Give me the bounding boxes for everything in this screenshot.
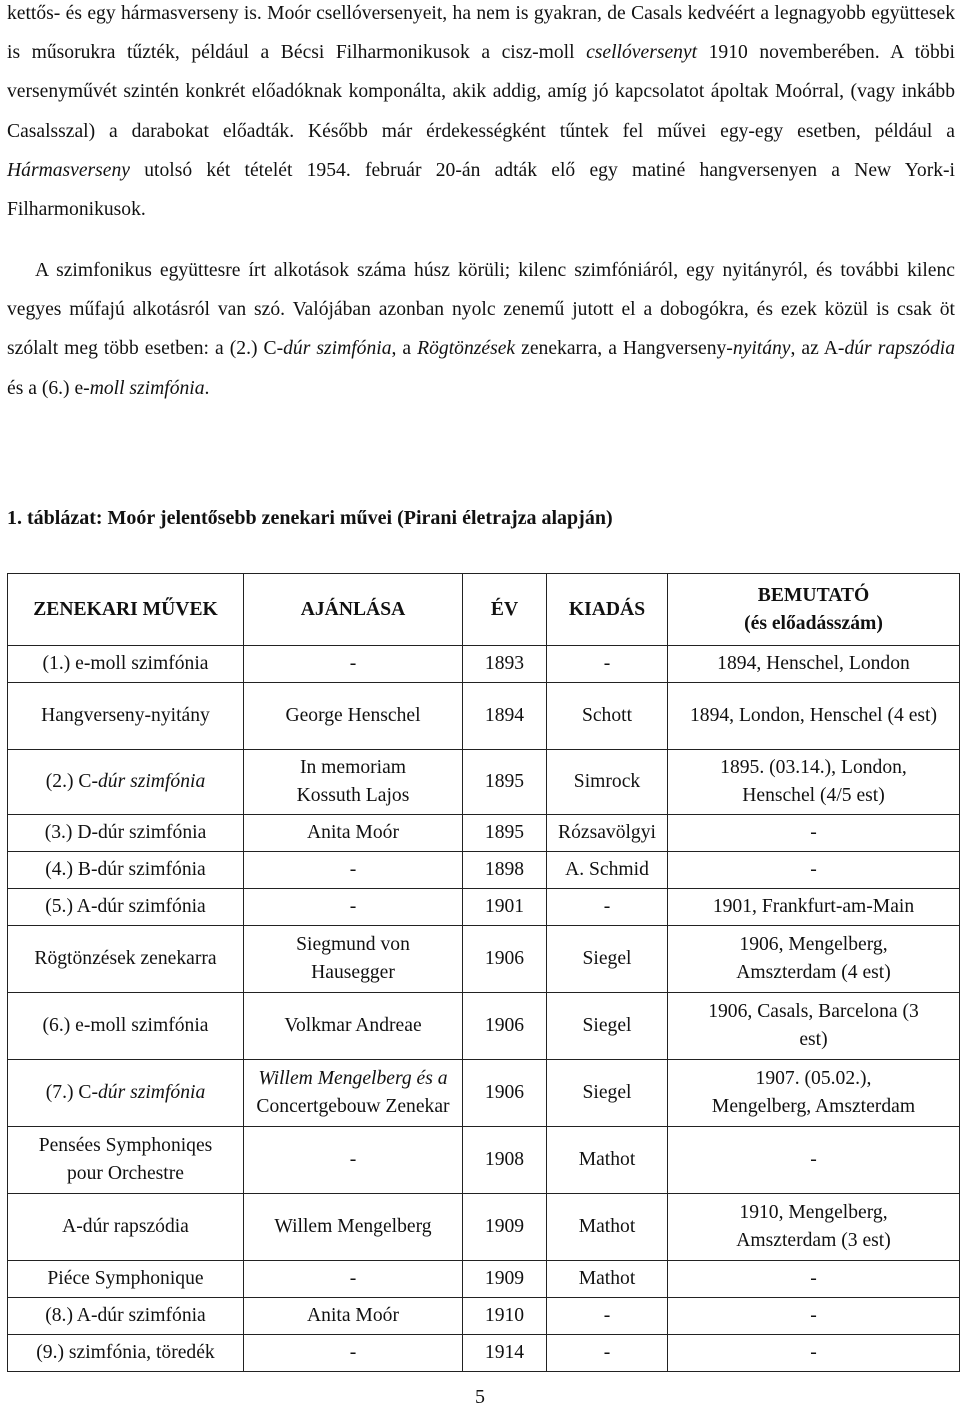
header-works: ZENEKARI MŰVEK [8, 574, 244, 646]
cell-premiere: - [668, 1261, 960, 1298]
cell-work: (3.) D-dúr szimfónia [8, 815, 244, 852]
cell-premiere: 1901, Frankfurt-am-Main [668, 889, 960, 926]
cell-premiere-line1: 1907. (05.02.), [755, 1068, 872, 1089]
cell-premiere [668, 1194, 960, 1261]
cell-premiere: - [668, 1127, 960, 1194]
cell-premiere: 1894, London, Henschel (4 est) [668, 683, 960, 750]
text-run-italic: Rögtönzések [417, 338, 516, 360]
cell-year: 1914 [463, 1335, 547, 1372]
text-run-italic: moll szimfónia [89, 377, 205, 399]
cell-premiere-line2: Mengelberg, Amszterdam [711, 1096, 916, 1117]
text-run: A szimfonikus együttesre írt alkotások száma húsz körüli; kilenc szimfóniáról, egy nyitányról, és további kilenc vegyes műfajú alkotásról van szó. Valójában azonban nyolc zenemű jutott el a dobogókra, és ezek közül is csak öt szólalt meg több esetben: a (2.) C- [7, 260, 955, 360]
text-run: és a (6.) e- [7, 377, 90, 399]
cell-dedication: George Henschel [244, 683, 463, 750]
cell-year: 1910 [463, 1298, 547, 1335]
cell-dedication: - [244, 1127, 463, 1194]
header-year: ÉV [463, 574, 547, 646]
table-row [8, 852, 960, 889]
table-row [8, 1298, 960, 1335]
cell-publisher: Mathot [547, 1194, 668, 1261]
cell-year: 1906 [463, 993, 547, 1060]
header-publisher: KIADÁS [547, 574, 668, 646]
cell-year: 1901 [463, 889, 547, 926]
cell-work: (9.) szimfónia, töredék [8, 1335, 244, 1372]
text-run: zenekarra, a Hangverseny- [515, 338, 733, 360]
cell-dedication-line2: Hausegger [311, 962, 395, 983]
cell-dedication: - [244, 646, 463, 683]
cell-year: 1894 [463, 683, 547, 750]
text-run-italic: csellóversenyt [586, 42, 698, 64]
cell-publisher: Rózsavölgyi [547, 815, 668, 852]
cell-year: 1898 [463, 852, 547, 889]
cell-premiere-line2: Amszterdam (4 est) [736, 962, 891, 983]
cell-work: (6.) e-moll szimfónia [8, 993, 244, 1060]
cell-work: (4.) B-dúr szimfónia [8, 852, 244, 889]
text-run-italic: dúr szimfónia [283, 338, 392, 360]
cell-publisher: Simrock [547, 750, 668, 815]
header-premiere-line2: (és előadásszám) [744, 612, 883, 634]
cell-work [8, 750, 244, 815]
cell-publisher: Siegel [547, 1060, 668, 1127]
cell-work: (5.) A-dúr szimfónia [8, 889, 244, 926]
cell-premiere-line1: 1906, Mengelberg, [739, 934, 888, 955]
text-run: kettős- és egy hármasverseny is. Moór csellóversenyeit, ha nem is gyakran, de Casals kedvéért a legnagyobb együttesek is műsorukra tűzték, például a Bécsi Filharmonikusok a cisz-moll [7, 3, 955, 64]
text-run: , a [391, 338, 418, 360]
cell-dedication: - [244, 889, 463, 926]
cell-premiere-line2: Henschel (4/5 est) [742, 785, 885, 806]
cell-publisher: Siegel [547, 926, 668, 993]
cell-work [8, 1060, 244, 1127]
cell-year: 1906 [463, 1060, 547, 1127]
cell-dedication: Anita Moór [244, 1298, 463, 1335]
table-row [8, 1060, 960, 1127]
cell-dedication: Volkmar Andreae [244, 993, 463, 1060]
cell-work: Piéce Symphonique [8, 1261, 244, 1298]
cell-premiere [668, 926, 960, 993]
cell-dedication: - [244, 1335, 463, 1372]
cell-work: Hangverseny-nyitány [8, 683, 244, 750]
table-header-row [8, 574, 960, 646]
cell-publisher: - [547, 1335, 668, 1372]
text-run: 1910 novemberében. A többi versenyművét szintén konkrét előadóknak komponálta, akik addig, amíg jó kapcsolatot ápoltak Moórral, (vagy inkább Casalsszal) a darabokat előadták. Később már érdekességként tűntek fel művei egy-egy esetben, például a [7, 42, 956, 142]
cell-work [8, 1127, 244, 1194]
table-row [8, 815, 960, 852]
table-row [8, 646, 960, 683]
cell-work-text: (2.) C- [45, 771, 98, 792]
cell-premiere-line1: 1895. (03.14.), London, [720, 757, 907, 778]
text-run-italic: Hármasverseny [7, 159, 130, 181]
cell-year: 1893 [463, 646, 547, 683]
cell-dedication-line1: Willem Mengelberg és a [258, 1068, 448, 1089]
cell-publisher: A. Schmid [547, 852, 668, 889]
cell-work: A-dúr rapszódia [8, 1194, 244, 1261]
table-row [8, 1194, 960, 1261]
cell-dedication-line1: Siegmund von [296, 934, 410, 955]
table-caption: 1. táblázat: Moór jelentősebb zenekari művei (Pirani életrajza alapján) [7, 507, 613, 529]
text-run: . [204, 377, 210, 399]
header-premiere-line1: BEMUTATÓ [757, 584, 870, 606]
paragraph-2 [7, 251, 955, 408]
table-row [8, 683, 960, 750]
cell-dedication-line2: Concertgebouw Zenekar [256, 1096, 450, 1117]
table-row [8, 1261, 960, 1298]
header-premiere [668, 574, 960, 646]
cell-year: 1906 [463, 926, 547, 993]
cell-premiere [668, 750, 960, 815]
cell-publisher: - [547, 889, 668, 926]
cell-publisher: - [547, 1298, 668, 1335]
paragraph-1 [7, 0, 955, 229]
cell-premiere-line1: 1910, Mengelberg, [739, 1202, 888, 1223]
cell-dedication: - [244, 852, 463, 889]
cell-premiere: - [668, 852, 960, 889]
cell-year: 1909 [463, 1261, 547, 1298]
table-row [8, 926, 960, 993]
cell-work-line1: Pensées Symphoniqes [38, 1135, 213, 1156]
cell-work-text: (7.) C- [45, 1082, 98, 1103]
cell-year: 1895 [463, 750, 547, 815]
cell-publisher: - [547, 646, 668, 683]
cell-premiere: - [668, 1298, 960, 1335]
cell-premiere: - [668, 1335, 960, 1372]
cell-publisher: Siegel [547, 993, 668, 1060]
cell-publisher: Mathot [547, 1261, 668, 1298]
cell-premiere-line1: 1906, Casals, Barcelona (3 [708, 1001, 919, 1022]
cell-work: (8.) A-dúr szimfónia [8, 1298, 244, 1335]
cell-work-line2: pour Orchestre [67, 1163, 184, 1184]
cell-dedication-line1: In memoriam [299, 757, 407, 778]
cell-year: 1909 [463, 1194, 547, 1261]
table-row [8, 1335, 960, 1372]
cell-dedication: - [244, 1261, 463, 1298]
cell-dedication: Anita Moór [244, 815, 463, 852]
cell-dedication-line2: Kossuth Lajos [296, 785, 410, 806]
text-run-italic: dúr rapszódia [844, 338, 956, 360]
table-row [8, 993, 960, 1060]
cell-publisher: Schott [547, 683, 668, 750]
cell-work-italic: dúr szimfónia [98, 1082, 206, 1103]
cell-dedication [244, 750, 463, 815]
cell-dedication [244, 1060, 463, 1127]
cell-premiere [668, 1060, 960, 1127]
table-row [8, 889, 960, 926]
text-run: , az A- [790, 338, 845, 360]
text-run: utolsó két tételét 1954. február 20-án adták elő egy matiné hangversenyen a New York-i Filharmonikusok. [7, 159, 955, 221]
cell-premiere: 1894, Henschel, London [668, 646, 960, 683]
cell-premiere-line2: est) [799, 1029, 828, 1050]
cell-work-italic: dúr szimfónia [98, 771, 206, 792]
table-row [8, 1127, 960, 1194]
cell-dedication [244, 926, 463, 993]
cell-work: (1.) e-moll szimfónia [8, 646, 244, 683]
text-run-italic: nyitány [732, 338, 791, 360]
cell-year: 1895 [463, 815, 547, 852]
cell-premiere: - [668, 815, 960, 852]
orchestral-works-table [7, 573, 960, 1372]
page-number: 5 [475, 1386, 485, 1408]
cell-publisher: Mathot [547, 1127, 668, 1194]
cell-premiere-line2: Amszterdam (3 est) [736, 1230, 891, 1251]
table-row [8, 750, 960, 815]
cell-work: Rögtönzések zenekarra [8, 926, 244, 993]
cell-dedication: Willem Mengelberg [244, 1194, 463, 1261]
header-dedication: AJÁNLÁSA [244, 574, 463, 646]
cell-year: 1908 [463, 1127, 547, 1194]
cell-premiere [668, 993, 960, 1060]
